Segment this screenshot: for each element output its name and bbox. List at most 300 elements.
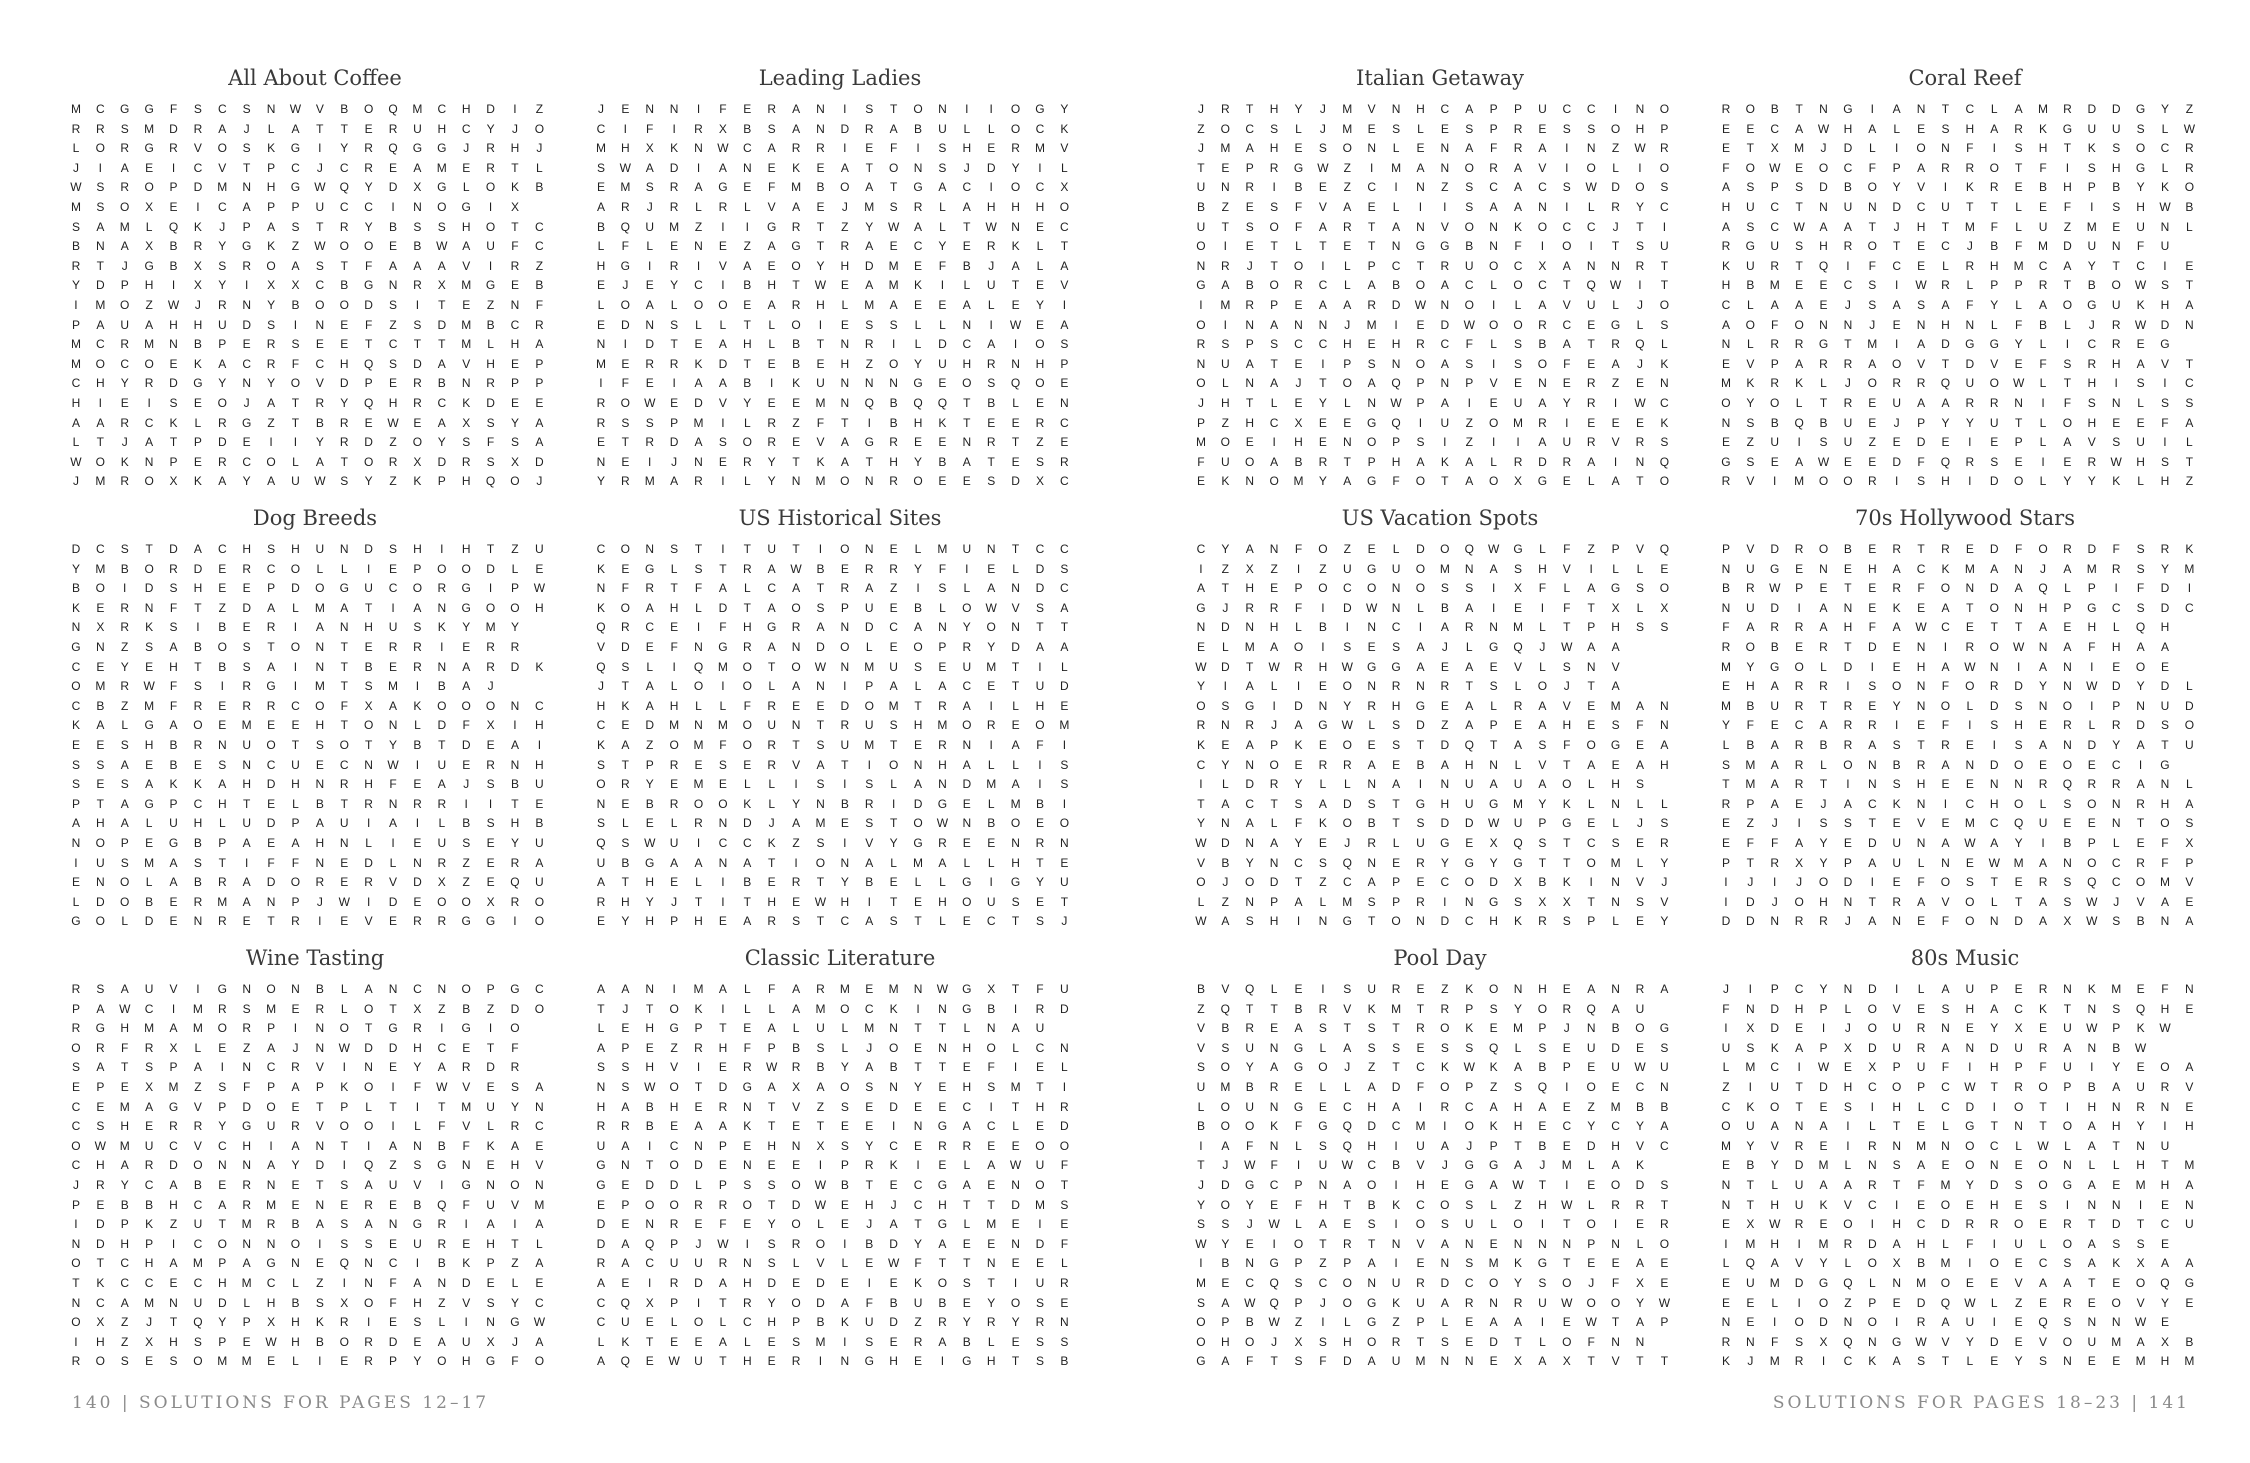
grid-letter: R — [1965, 1217, 1975, 1232]
grid-letter: Y — [962, 1315, 972, 1330]
grid-letter: M — [1610, 698, 1622, 713]
grid-letter: O — [1035, 1177, 1046, 1192]
grid-letter: P — [2087, 180, 2097, 195]
grid-letter: M — [2038, 239, 2049, 254]
grid-letter: S — [486, 777, 496, 792]
grid-letter: I — [464, 796, 469, 811]
grid-letter: U — [1196, 1079, 1206, 1094]
grid-letter: E — [767, 875, 777, 890]
grid-letter: S — [1660, 1040, 1669, 1055]
grid-letter: S — [1318, 141, 1328, 156]
grid-letter: Q — [363, 395, 374, 410]
grid-letter: O — [315, 297, 326, 312]
grid-letter: W — [619, 160, 632, 175]
grid-letter: A — [169, 855, 179, 870]
grid-letter: R — [1269, 600, 1279, 615]
grid-letter: N — [242, 297, 252, 312]
grid-letter: I — [1321, 600, 1326, 615]
grid-letter: C — [1440, 337, 1450, 352]
grid-letter: O — [620, 395, 631, 410]
grid-letter: Q — [645, 1236, 655, 1251]
grid-letter: Y — [340, 395, 349, 410]
grid-letter: S — [2039, 1354, 2048, 1369]
grid-letter: M — [1745, 777, 1756, 792]
grid-letter: X — [145, 199, 154, 214]
grid-letter: L — [963, 855, 971, 870]
grid-letter: S — [340, 1236, 349, 1251]
grid-letter: E — [2014, 454, 2024, 469]
grid-letter: D — [1440, 317, 1450, 332]
grid-letter: L — [1012, 698, 1020, 713]
grid-letter: R — [1892, 376, 1902, 391]
grid-letter: I — [1418, 199, 1423, 214]
grid-letter: O — [485, 180, 496, 195]
grid-letter: O — [962, 718, 972, 733]
grid-letter: D — [864, 258, 875, 273]
grid-letter: O — [120, 297, 130, 312]
grid-letter: E — [120, 395, 130, 410]
grid-letter: N — [266, 1236, 276, 1251]
grid-letter: K — [1196, 737, 1206, 752]
grid-letter: E — [1514, 600, 1523, 615]
grid-letter: C — [962, 1099, 972, 1114]
grid-letter: Z — [1197, 121, 1206, 136]
grid-letter: X — [2160, 1334, 2170, 1349]
grid-letter: P — [486, 1256, 496, 1271]
grid-letter: T — [743, 542, 752, 556]
grid-letter: D — [1892, 199, 1902, 214]
grid-letter: R — [1060, 1275, 1070, 1290]
grid-letter: Y — [1965, 415, 1975, 430]
grid-letter: K — [462, 395, 471, 410]
grid-letter: E — [914, 435, 923, 450]
grid-letter: E — [2112, 1354, 2121, 1369]
grid-letter: L — [1061, 160, 1069, 175]
grid-letter: W — [1634, 1060, 1647, 1075]
grid-letter: A — [938, 1334, 947, 1349]
grid-letter: F — [511, 239, 520, 254]
grid-letter: H — [315, 835, 325, 850]
grid-letter: E — [767, 395, 777, 410]
grid-letter: K — [96, 1275, 105, 1290]
grid-letter: B — [1721, 581, 1731, 596]
grid-letter: Y — [120, 376, 130, 391]
grid-letter: C — [1318, 278, 1328, 293]
grid-letter: X — [1562, 894, 1572, 909]
grid-letter: C — [1440, 875, 1450, 890]
grid-letter: A — [1587, 757, 1596, 772]
grid-letter: W — [533, 1315, 546, 1330]
grid-letter: N — [96, 639, 106, 654]
grid-letter: T — [1636, 1354, 1645, 1369]
grid-letter: L — [2039, 376, 2047, 391]
grid-letter: N — [315, 659, 325, 674]
grid-letter: A — [1465, 718, 1474, 733]
grid-letter: A — [792, 1001, 801, 1016]
grid-letter: D — [1035, 581, 1045, 596]
grid-letter: A — [1795, 121, 1804, 136]
grid-letter: A — [938, 679, 947, 694]
grid-letter: O — [1367, 581, 1377, 596]
grid-letter: Y — [389, 737, 398, 752]
grid-letter: E — [1868, 415, 1877, 430]
grid-letter: S — [792, 914, 801, 929]
grid-letter: T — [719, 1021, 728, 1036]
grid-letter: M — [1916, 1275, 1927, 1290]
grid-letter: M — [1010, 796, 1022, 811]
grid-letter: C — [266, 1060, 276, 1075]
grid-letter: S — [2112, 141, 2121, 156]
grid-letter: N — [840, 376, 850, 391]
grid-letter: O — [1867, 239, 1878, 254]
grid-letter: K — [1270, 1119, 1279, 1134]
grid-letter: Z — [1343, 180, 1352, 195]
grid-letter: A — [2185, 914, 2194, 929]
grid-letter: T — [792, 454, 801, 469]
grid-letter: E — [1819, 1099, 1829, 1114]
grid-letter: B — [2112, 1040, 2121, 1055]
grid-letter: S — [2112, 914, 2121, 929]
grid-letter: E — [1562, 1099, 1572, 1114]
grid-letter: S — [413, 620, 422, 635]
grid-letter: L — [365, 1099, 373, 1114]
grid-letter: A — [291, 1079, 300, 1094]
grid-letter: E — [1416, 875, 1425, 890]
grid-letter: E — [2160, 1315, 2170, 1330]
grid-letter: R — [913, 199, 923, 214]
grid-letter: W — [985, 600, 998, 615]
grid-letter: H — [840, 894, 850, 909]
grid-letter: E — [1416, 141, 1425, 156]
grid-letter: D — [840, 698, 850, 713]
grid-letter: O — [1867, 1315, 1878, 1330]
grid-letter: A — [1060, 317, 1069, 332]
grid-letter: E — [1318, 1099, 1328, 1114]
grid-letter: I — [220, 679, 225, 694]
grid-letter: N — [1892, 1275, 1902, 1290]
grid-letter: R — [1416, 855, 1426, 870]
grid-letter: S — [767, 121, 777, 136]
grid-letter: P — [1294, 1177, 1304, 1192]
grid-letter: T — [2112, 1138, 2121, 1153]
grid-letter: O — [1562, 1334, 1572, 1349]
grid-letter: T — [1416, 1334, 1425, 1349]
grid-letter: Y — [2112, 1060, 2121, 1075]
grid-letter: S — [340, 1217, 349, 1232]
grid-letter: L — [365, 835, 373, 850]
grid-letter: O — [913, 639, 924, 654]
grid-letter: Y — [291, 1158, 300, 1173]
grid-letter: E — [987, 1236, 996, 1251]
grid-letter: I — [1038, 160, 1043, 175]
grid-letter: A — [767, 141, 777, 156]
grid-letter: D — [461, 1275, 472, 1290]
grid-letter: N — [1011, 620, 1021, 635]
grid-letter: G — [2184, 1275, 2195, 1290]
grid-letter: M — [314, 600, 326, 615]
grid-letter: H — [669, 600, 679, 615]
grid-letter: A — [1660, 982, 1669, 996]
grid-letter: E — [340, 855, 349, 870]
grid-letter: L — [1270, 679, 1278, 694]
grid-letter: T — [914, 698, 923, 713]
puzzle-title: Classic Literature — [744, 946, 936, 970]
grid-letter: A — [840, 1295, 850, 1310]
grid-letter: E — [1294, 982, 1304, 996]
grid-letter: B — [987, 1001, 996, 1016]
grid-letter: H — [1538, 982, 1548, 996]
grid-letter: O — [1269, 278, 1280, 293]
grid-letter: T — [1660, 258, 1669, 273]
grid-letter: E — [2014, 1315, 2024, 1330]
grid-letter: O — [791, 1217, 802, 1232]
grid-letter: U — [1464, 1217, 1475, 1232]
grid-letter: A — [437, 356, 447, 371]
grid-letter: Y — [840, 875, 850, 890]
grid-letter: E — [1795, 1021, 1804, 1036]
grid-letter: S — [840, 1138, 850, 1153]
grid-letter: U — [962, 659, 972, 674]
grid-letter: K — [1294, 737, 1304, 752]
grid-letter: F — [1868, 258, 1877, 273]
grid-letter: D — [169, 1158, 179, 1173]
grid-letter: E — [938, 297, 947, 312]
grid-letter: N — [791, 639, 801, 654]
grid-letter: U — [1965, 376, 1975, 391]
grid-letter: P — [535, 356, 544, 371]
grid-letter: B — [291, 1217, 300, 1232]
grid-letter: R — [1794, 914, 1804, 929]
grid-letter: A — [2136, 639, 2146, 654]
grid-letter: K — [1746, 1099, 1755, 1114]
grid-letter: O — [120, 199, 130, 214]
grid-letter: Y — [1819, 835, 1829, 850]
grid-letter: S — [1660, 816, 1669, 831]
grid-letter: I — [721, 219, 726, 234]
grid-letter: E — [1318, 415, 1328, 430]
grid-letter: E — [938, 1079, 947, 1094]
grid-letter: Z — [462, 875, 471, 890]
grid-letter: B — [987, 816, 996, 831]
grid-letter: J — [1246, 258, 1254, 273]
grid-letter: N — [266, 102, 276, 116]
puzzle-title: Coral Reef — [1908, 66, 2022, 90]
grid-letter: E — [535, 1275, 544, 1290]
grid-letter: E — [865, 1256, 874, 1271]
grid-letter: A — [2185, 297, 2194, 312]
grid-letter: Y — [1196, 1197, 1206, 1212]
grid-letter: O — [534, 1354, 545, 1369]
grid-letter: H — [486, 1236, 496, 1251]
grid-letter: E — [1465, 1334, 1474, 1349]
grid-letter: O — [840, 1001, 851, 1016]
grid-letter: A — [1795, 835, 1804, 850]
grid-letter: C — [1941, 1099, 1951, 1114]
grid-letter: T — [1416, 737, 1425, 752]
grid-letter: Y — [1562, 395, 1572, 410]
grid-letter: M — [461, 337, 472, 352]
grid-letter: R — [413, 395, 423, 410]
grid-letter: G — [168, 1099, 179, 1114]
grid-letter: K — [743, 796, 752, 811]
grid-letter: I — [1418, 620, 1423, 635]
grid-letter: O — [1488, 982, 1499, 996]
grid-letter: G — [1391, 659, 1402, 674]
grid-letter: Z — [1368, 1060, 1376, 1075]
grid-letter: N — [1060, 1040, 1070, 1055]
grid-letter: I — [1418, 777, 1423, 792]
grid-letter: R — [596, 395, 606, 410]
grid-letter: E — [193, 757, 203, 772]
grid-letter: K — [1721, 1354, 1731, 1369]
grid-letter: P — [1367, 258, 1377, 273]
grid-letter: W — [314, 180, 327, 195]
grid-letter: L — [939, 219, 947, 234]
grid-letter: M — [937, 718, 948, 733]
grid-letter: L — [963, 121, 971, 136]
grid-letter: M — [266, 1197, 277, 1212]
grid-letter: P — [718, 1138, 728, 1153]
grid-letter: C — [1867, 1197, 1878, 1212]
grid-letter: R — [120, 679, 130, 694]
grid-letter: Y — [1221, 1236, 1230, 1251]
grid-letter: C — [217, 542, 228, 556]
grid-letter: Y — [987, 639, 996, 654]
grid-letter: E — [1868, 454, 1877, 469]
grid-letter: P — [1416, 1315, 1425, 1330]
grid-letter: R — [1660, 835, 1670, 850]
grid-letter: T — [1660, 1354, 1669, 1369]
grid-letter: H — [962, 141, 972, 156]
grid-letter: I — [415, 679, 420, 694]
grid-letter: P — [510, 581, 520, 596]
grid-letter: O — [815, 855, 826, 870]
grid-letter: B — [816, 561, 825, 576]
grid-letter: M — [95, 679, 106, 694]
grid-letter: B — [743, 121, 752, 136]
grid-letter: L — [487, 337, 495, 352]
grid-letter: R — [1746, 581, 1756, 596]
grid-letter: Q — [1843, 1275, 1854, 1290]
grid-letter: A — [962, 1177, 972, 1192]
grid-letter: R — [2111, 777, 2122, 792]
grid-letter: O — [315, 698, 326, 713]
grid-letter: S — [1343, 982, 1352, 996]
grid-letter: E — [1245, 1236, 1255, 1251]
grid-letter: R — [864, 1158, 875, 1173]
grid-letter: F — [511, 1354, 520, 1369]
grid-letter: L — [939, 317, 947, 332]
grid-letter: O — [1867, 1021, 1878, 1036]
grid-letter: Q — [1010, 376, 1021, 391]
grid-letter: I — [1062, 297, 1067, 312]
grid-letter: V — [462, 258, 471, 273]
grid-letter: S — [889, 914, 899, 929]
grid-letter: T — [1611, 239, 1620, 254]
grid-letter: R — [1196, 337, 1206, 352]
grid-letter: P — [120, 1217, 130, 1232]
grid-letter: L — [914, 317, 922, 332]
grid-letter: R — [1538, 415, 1548, 430]
grid-letter: B — [145, 894, 154, 909]
grid-letter: G — [1293, 1060, 1304, 1075]
grid-letter: Y — [2160, 561, 2170, 576]
grid-letter: Z — [194, 1079, 203, 1094]
grid-letter: O — [840, 639, 851, 654]
grid-letter: A — [645, 160, 655, 175]
grid-letter: G — [1770, 561, 1780, 576]
grid-letter: G — [1415, 239, 1426, 254]
grid-letter: L — [987, 757, 996, 772]
grid-letter: P — [535, 376, 544, 391]
grid-letter: T — [963, 415, 971, 430]
grid-letter: I — [891, 337, 896, 352]
grid-letter: A — [694, 1119, 704, 1134]
grid-letter: I — [318, 914, 323, 929]
grid-letter: O — [534, 121, 545, 136]
grid-letter: S — [1892, 777, 1902, 792]
grid-letter: S — [596, 160, 606, 175]
grid-letter: M — [815, 474, 826, 489]
grid-letter: H — [1538, 561, 1548, 576]
grid-letter: A — [1060, 600, 1069, 615]
grid-letter: Q — [2135, 620, 2146, 635]
grid-letter: A — [2063, 1275, 2072, 1290]
grid-letter: A — [621, 737, 630, 752]
grid-letter: T — [389, 1099, 398, 1114]
grid-letter: O — [1440, 1079, 1451, 1094]
grid-letter: I — [1223, 239, 1228, 254]
grid-letter: W — [1964, 1079, 1977, 1094]
grid-letter: S — [242, 659, 252, 674]
grid-letter: P — [193, 435, 203, 450]
grid-letter: L — [865, 639, 874, 654]
grid-letter: Q — [1537, 1079, 1548, 1094]
letter-grid — [589, 100, 1095, 492]
grid-letter: F — [2039, 1060, 2048, 1075]
grid-letter: N — [645, 982, 655, 996]
grid-letter: E — [1489, 1236, 1499, 1251]
grid-letter: T — [1343, 1021, 1352, 1036]
grid-letter: W — [314, 239, 327, 254]
grid-letter: E — [1611, 757, 1621, 772]
grid-letter: X — [2014, 1021, 2024, 1036]
grid-letter: F — [1636, 718, 1645, 733]
grid-letter: T — [2136, 816, 2145, 831]
grid-letter: C — [242, 454, 252, 469]
grid-letter: T — [1011, 1099, 1020, 1114]
grid-letter: S — [218, 1079, 227, 1094]
grid-letter: A — [938, 180, 947, 195]
grid-letter: R — [767, 737, 777, 752]
grid-letter: G — [1367, 415, 1377, 430]
grid-letter: S — [1060, 757, 1069, 772]
grid-letter: U — [1794, 1177, 1804, 1192]
grid-letter: S — [962, 1275, 972, 1290]
grid-letter: R — [840, 718, 850, 733]
grid-letter: E — [1965, 1275, 1975, 1290]
grid-letter: O — [1367, 1177, 1377, 1192]
grid-letter: O — [2013, 796, 2024, 811]
grid-letter: Y — [1196, 679, 1206, 694]
grid-letter: T — [1011, 982, 1020, 996]
grid-letter: O — [888, 160, 899, 175]
grid-letter: U — [1440, 415, 1450, 430]
grid-letter: B — [1819, 737, 1829, 752]
grid-letter: C — [1489, 180, 1499, 195]
grid-letter: N — [1721, 561, 1731, 576]
grid-letter: H — [169, 659, 179, 674]
